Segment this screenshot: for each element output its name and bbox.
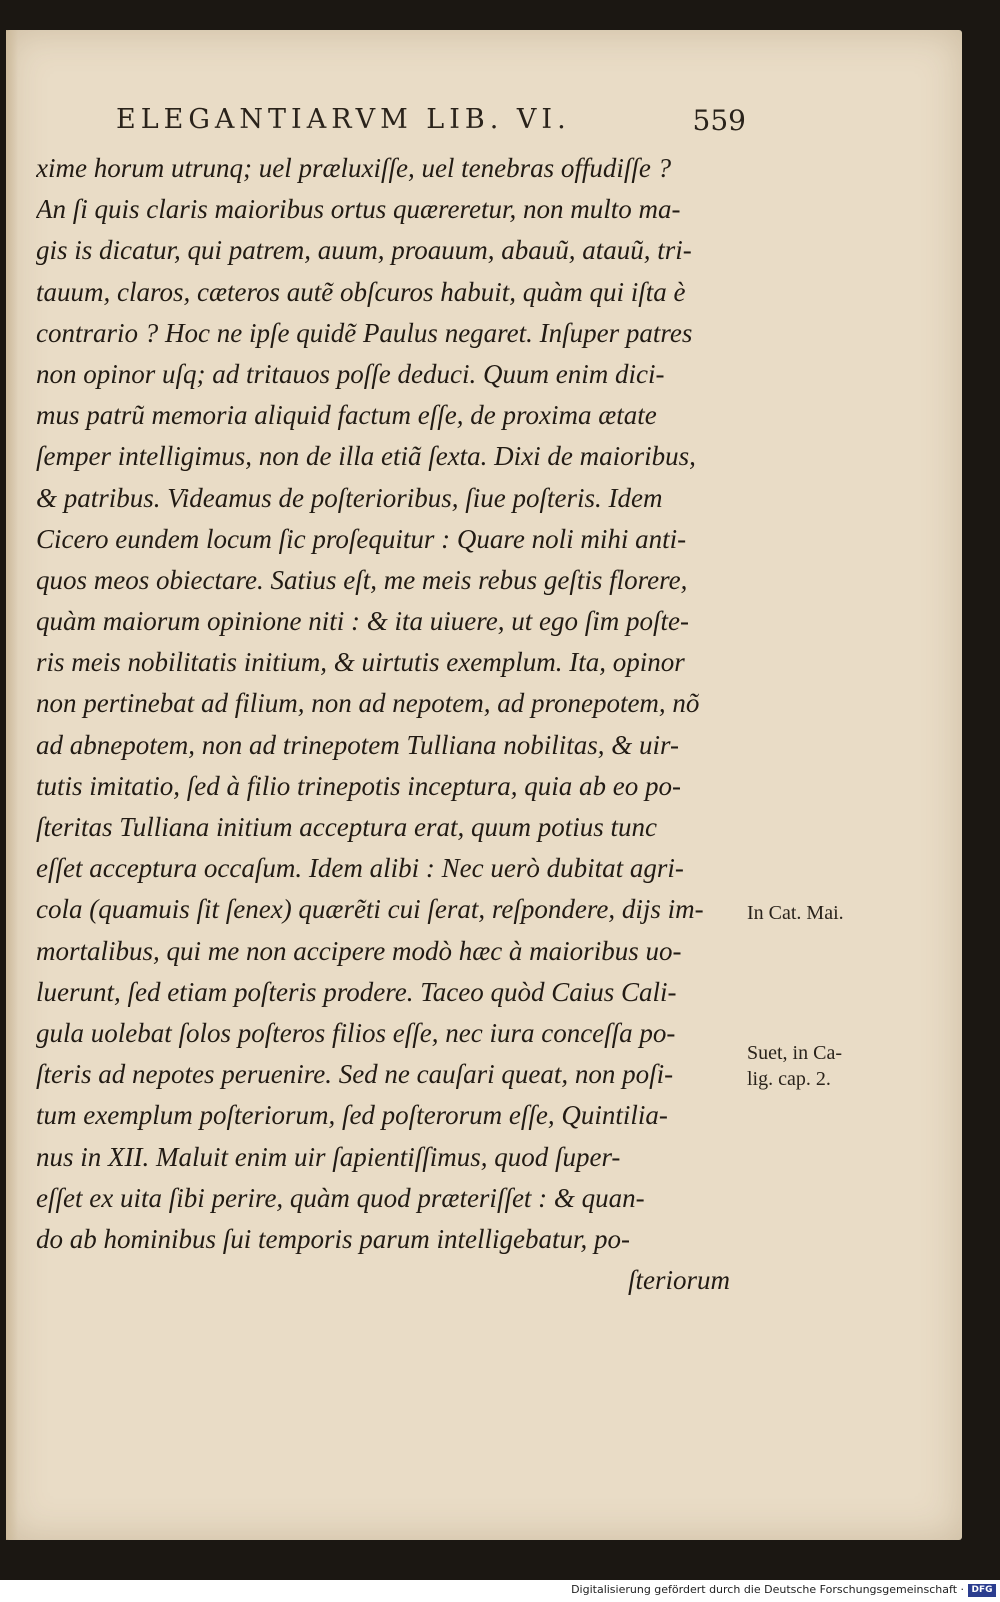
text-line: quàm maiorum opinione niti : & ita uiuere, ut ego ſim poſte- — [36, 606, 689, 637]
text-line: nus in XII. Maluit enim uir ſapientiſſimus, quod ſuper- — [36, 1141, 621, 1172]
page-binding-edge — [6, 30, 18, 1540]
text-line: eſſet ex uita ſibi perire, quàm quod præteriſſet : & quan- — [36, 1182, 645, 1213]
margin-note-text: Suet, in Ca- — [747, 1042, 842, 1064]
footer-credit: Digitalisierung gefördert durch die Deutsche Forschungsgemeinschaft · — [571, 1583, 964, 1596]
margin-note-cato — [747, 900, 844, 926]
text-line: An ſi quis claris maioribus ortus quæreretur, non multo ma- — [36, 194, 681, 225]
text-line: gis is dicatur, qui patrem, auum, proauum, abauũ, atauũ, tri- — [36, 235, 692, 266]
text-line: eſſet acceptura occaſum. Idem alibi : Nec uerò dubitat agri- — [36, 853, 684, 884]
text-line: ſemper intelligimus, non de illa etiã ſexta. Dixi de maioribus, — [36, 441, 696, 472]
margin-note-suetonius — [747, 1040, 842, 1092]
running-head-title: ELEGANTIARVM LIB. VI. — [116, 104, 571, 135]
margin-note-text: In Cat. Mai. — [747, 902, 844, 924]
text-line: ad abnepotem, non ad trinepotem Tulliana nobilitas, & uir- — [36, 729, 679, 760]
margin-note-text: lig. cap. 2. — [747, 1068, 831, 1090]
text-line: & patribus. Videamus de poſterioribus, ſiue poſteris. Idem — [36, 482, 663, 513]
dfg-logo: DFG — [968, 1584, 996, 1597]
text-line: ſteris ad nepotes peruenire. Sed ne cauſari queat, non poſi- — [36, 1059, 674, 1090]
text-line: tum exemplum poſteriorum, ſed poſterorum eſſe, Quintilia- — [36, 1100, 668, 1131]
text-line: xime horum utrunq; uel præluxiſſe, uel tenebras offudiſſe ? — [36, 153, 672, 183]
text-line: luerunt, ſed etiam poſteris prodere. Taceo quòd Caius Cali- — [36, 976, 677, 1007]
main-text-block — [36, 148, 736, 1301]
text-line: mus patrũ memoria aliquid factum eſſe, de proxima ætate — [36, 400, 657, 431]
text-line: contrario ? Hoc ne ipſe quidẽ Paulus negaret. Inſuper patres — [36, 317, 693, 348]
text-line: non opinor uſq; ad tritauos poſſe deduci. Quum enim dici- — [36, 358, 665, 389]
text-line: tauum, claros, cæteros autẽ obſcuros habuit, quàm qui iſta è — [36, 276, 686, 307]
text-line: mortalibus, qui me non accipere modò hæc à maioribus uo- — [36, 935, 682, 966]
text-line: gula uolebat ſolos poſteros filios eſſe, nec iura conceſſa po- — [36, 1017, 676, 1048]
text-line: do ab hominibus ſui temporis parum intelligebatur, po- — [36, 1223, 630, 1254]
text-line: ris meis nobilitatis initium, & uirtutis exemplum. Ita, opinor — [36, 647, 685, 678]
text-line: Cicero eundem locum ſic proſequitur : Quare noli mihi anti- — [36, 523, 687, 554]
digitization-footer — [0, 1580, 1000, 1602]
text-line: non pertinebat ad filium, non ad nepotem, ad pronepotem, nõ — [36, 688, 700, 719]
running-head — [116, 104, 746, 144]
text-line: cola (quamuis ſit ſenex) quærẽti cui ſerat, reſpondere, dijs im- — [36, 894, 704, 925]
catchword: ſteriorum — [627, 1265, 730, 1296]
text-line: ſteritas Tulliana initium acceptura erat, quum potius tunc — [36, 812, 657, 842]
text-line: quos meos obiectare. Satius eſt, me meis rebus geſtis florere, — [36, 564, 688, 595]
page-number: 559 — [692, 104, 746, 137]
text-line: tutis imitatio, ſed à filio trinepotis inceptura, quia ab eo po- — [36, 770, 681, 801]
